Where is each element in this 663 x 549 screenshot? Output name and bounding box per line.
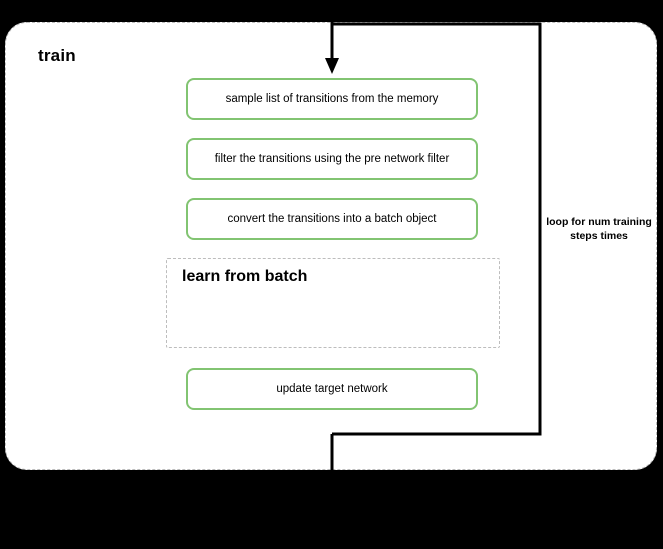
step-box-filter-transitions[interactable]	[186, 138, 478, 180]
learn-from-batch-title: learn from batch	[182, 268, 308, 285]
step-label: update target network	[276, 383, 388, 395]
step-label: convert the transitions into a batch object	[227, 213, 437, 225]
page-title: train	[38, 46, 76, 65]
loop-label: loop for num training steps times	[546, 216, 652, 243]
step-box-sample-transitions[interactable]	[186, 78, 478, 120]
step-label: sample list of transitions from the memory	[225, 93, 439, 105]
step-box-update-target-network[interactable]	[186, 368, 478, 410]
step-label: filter the transitions using the pre network filter	[214, 153, 450, 165]
step-box-convert-batch[interactable]	[186, 198, 478, 240]
